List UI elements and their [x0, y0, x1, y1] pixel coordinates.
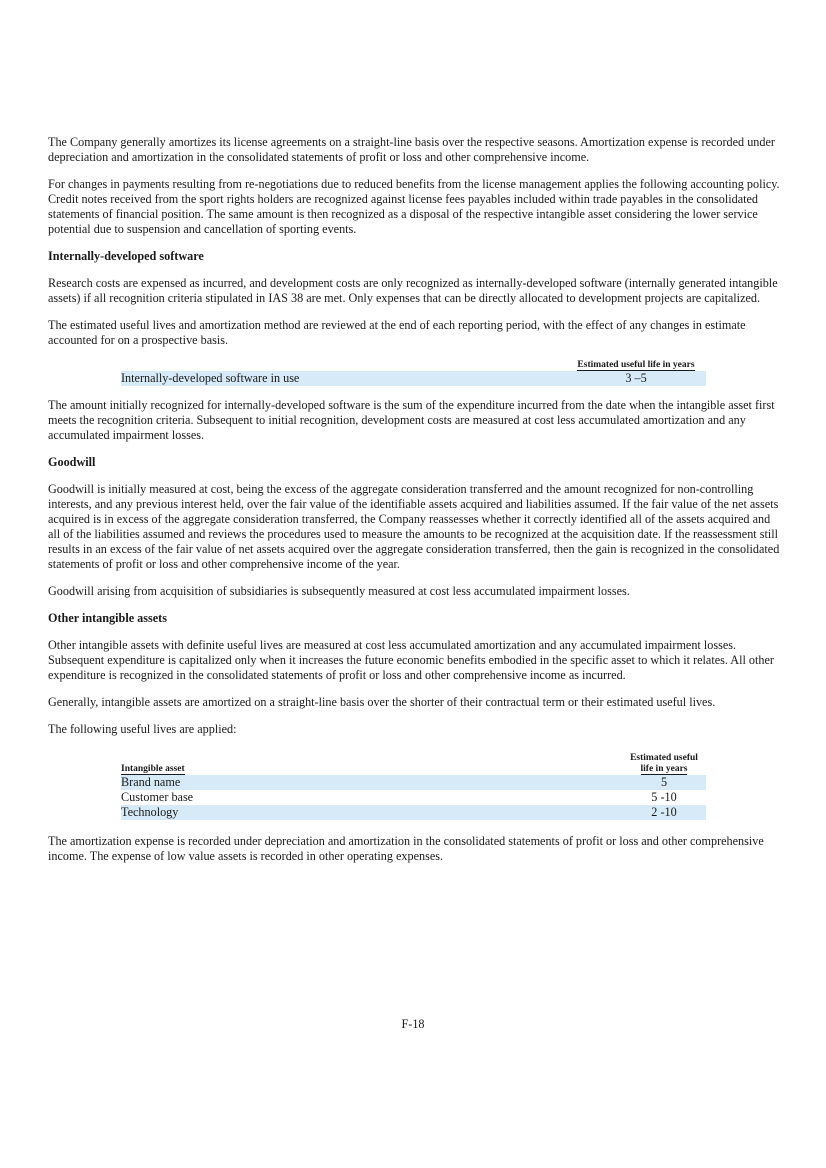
row-label: Brand name: [121, 775, 622, 790]
row-value: 3 –5: [566, 371, 706, 386]
row-label: Technology: [121, 805, 622, 820]
intangible-useful-life-table: [121, 753, 706, 820]
table-row: [121, 790, 706, 805]
column-header-useful-life: Estimated useful life in years: [577, 360, 695, 370]
row-label: Customer base: [121, 790, 194, 804]
heading-goodwill: Goodwill: [48, 455, 96, 469]
software-useful-life-table: [121, 360, 706, 386]
paragraph-research-costs: Research costs are expensed as incurred, and development costs are only recognized as internally-developed software (internally generated intangible assets) if all recognition criteria stipulated in IAS 38 are met. Only expenses that can be directly allocated to development projects are capitalized.: [48, 276, 778, 305]
row-value: 2 -10: [622, 805, 706, 820]
paragraph-useful-lives-review: The estimated useful lives and amortization method are reviewed at the end of each reporting period, with the effect of any changes in estimate accounted for on a prospective basis.: [48, 318, 746, 347]
paragraph-following-lives: The following useful lives are applied:: [48, 722, 237, 736]
heading-other-intangible-assets: Other intangible assets: [48, 611, 167, 625]
paragraph-goodwill-measurement: Goodwill is initially measured at cost, being the excess of the aggregate consideration transferred and the amount recognized for non-controlling interests, and any previous interest held, over the fair value of the identifiable assets acquired and liabilities assumed. If the fair value of the net assets acquired is in excess of the aggregate consideration transferred, the Company reassesses whether it correctly identified all of the assets acquired and all of the liabilities assumed and reviews the procedures used to measure the amounts to be recognized at the acquisition date. If the reassessment still results in an excess of the fair value of net assets acquired over the aggregate consideration transferred, then the gain is recognized in the consolidated statements of profit or loss and other comprehensive income of the year.: [48, 482, 780, 571]
row-label: Internally-developed software in use: [121, 371, 566, 386]
column-header-intangible-asset: Intangible asset: [121, 764, 185, 774]
page-number: F-18: [401, 1017, 425, 1031]
table-row: [121, 775, 706, 790]
paragraph-license-amortization: The Company generally amortizes its license agreements on a straight-line basis over the respective seasons. Amortization expense is recorded under depreciation and amortization in the consolidated statements of profit or loss and other comprehensive income.: [48, 135, 775, 164]
row-value: 5: [622, 775, 706, 790]
heading-internally-developed-software: Internally-developed software: [48, 249, 204, 263]
paragraph-other-intangibles: Other intangible assets with definite useful lives are measured at cost less accumulated amortization and any accumulated impairment losses. Subsequent expenditure is capitalized only when it increases the future economic benefits embodied in the specific asset to which it relates. All other expenditure is recognized in the consolidated statements of profit or loss and other comprehensive income as incurred.: [48, 638, 774, 682]
paragraph-amortization-expense: The amortization expense is recorded under depreciation and amortization in the consolidated statements of profit or loss and other comprehensive income. The expense of low value assets is recorded in other operating expenses.: [48, 834, 764, 863]
paragraph-initial-recognition: The amount initially recognized for internally-developed software is the sum of the expenditure incurred from the date when the intangible asset first meets the recognition criteria. Subsequent to initial recognition, development costs are measured at cost less accumulated amortization and any accumulated impairment losses.: [48, 398, 775, 442]
paragraph-straight-line: Generally, intangible assets are amortized on a straight-line basis over the shorter of their contractual term or their estimated useful lives.: [48, 695, 716, 709]
paragraph-goodwill-subsidiaries: Goodwill arising from acquisition of subsidiaries is subsequently measured at cost less accumulated impairment losses.: [48, 584, 630, 598]
row-value: 5 -10: [651, 790, 677, 804]
column-header-useful-life: Estimated useful life in years: [630, 753, 698, 774]
table-row: [121, 805, 706, 820]
table-row: [121, 371, 706, 386]
document-page: [48, 135, 780, 876]
paragraph-renegotiations: For changes in payments resulting from re-negotiations due to reduced benefits from the license management applies the following accounting policy. Credit notes received from the sport rights holders are recognized against license fees payables included within trade payables in the consolidated statements of financial position. The same amount is then recognized as a disposal of the respective intangible asset considering the lower service potential due to suspension and cancellation of sporting events.: [48, 177, 780, 236]
